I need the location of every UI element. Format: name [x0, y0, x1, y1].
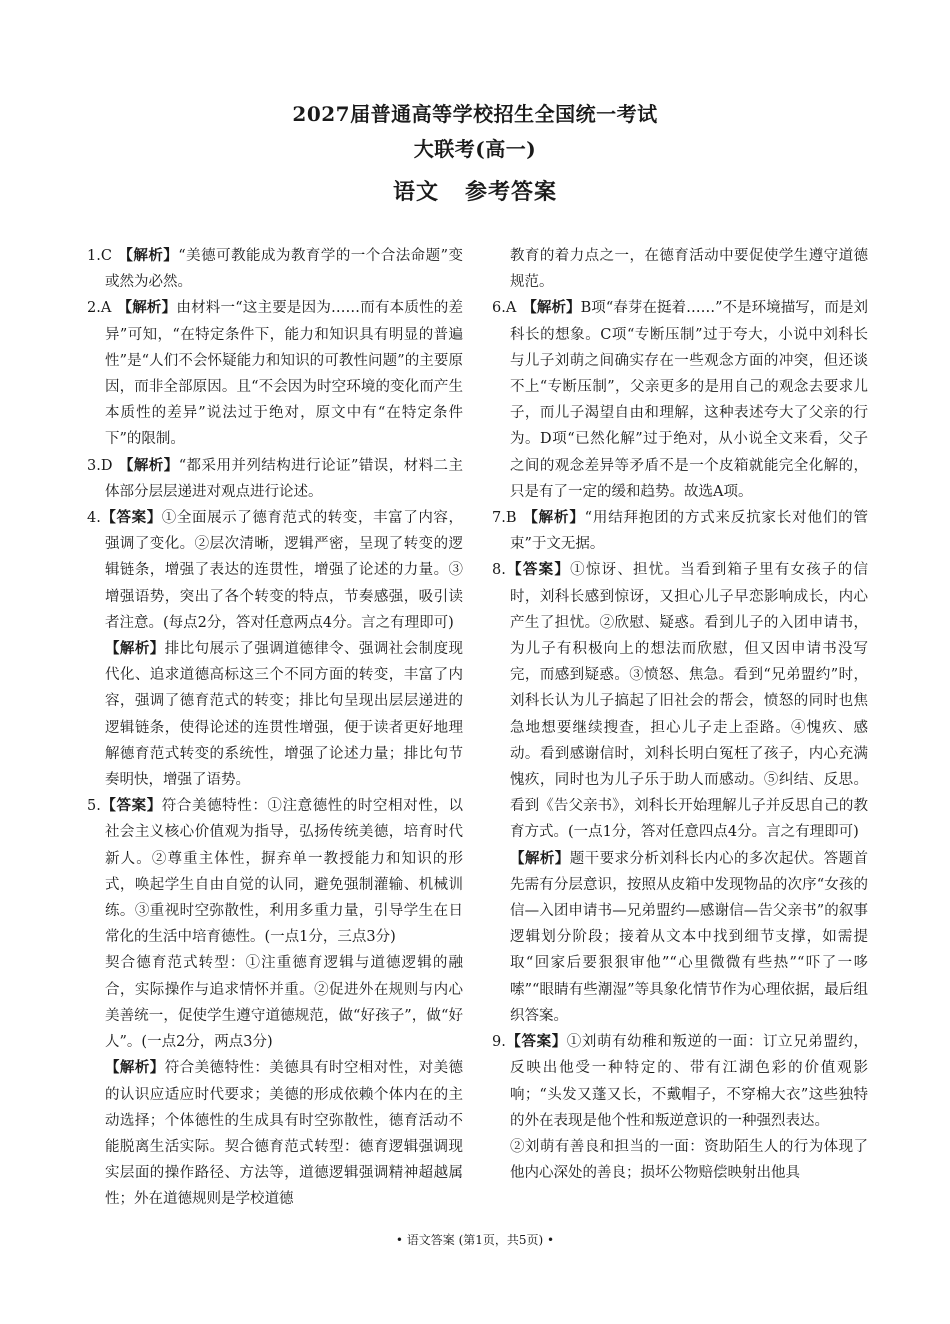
item-tag: 【解析】	[118, 456, 179, 474]
item-text: 题干要求分析刘科长内心的多次起伏。答题首先需有分层意识，按照从皮箱中发现物品的次序“女孩的信—入团申请书—兄弟盟约—感谢信—告父亲书”的叙事逻辑划分阶段；接着从文本中找到细节支撑，如需提取“回家后要狠狠审他”“心里微微有些热”“吓了一哆嗦”“眼睛有些潮湿”等具象化情节作为心理依据，最后组织答案。	[510, 850, 869, 1024]
item-text: “用结拜抱团的方式来反抗家长对他们的管束”于文无据。	[510, 510, 868, 553]
answer-item	[87, 793, 463, 950]
item-text: ①惊讶、担忧。当看到箱子里有女孩子的信时，刘科长感到惊讶，又担心儿子早恋影响成长，内心产生了担忧。②欣慰、疑惑。看到儿子的入团申请书，为儿子有积极向上的想法而欣慰，但又因申请书没写完，而感到疑惑。③愤怒、焦急。看到“兄弟盟约”时，刘科长认为儿子搞起了旧社会的帮会，愤怒的同时也焦急地想要继续搜查，担心儿子走上歪路。④愧疚、感动。看到感谢信时，刘科长明白冤枉了孩子，内心充满愧疚，同时也为儿子乐于助人而感动。⑤纠结、反思。看到《告父亲书》，刘科长开始理解儿子并反思自己的教育方式。(一点1分，答对任意四点4分。言之有理即可)	[510, 562, 869, 841]
answer-analysis	[87, 1055, 463, 1212]
item-tag: 【解析】	[510, 849, 570, 867]
document-heading	[0, 175, 950, 206]
item-text: “美德可教能成为教育学的一个合法命题”变或然为必然。	[105, 248, 463, 291]
answer-item	[492, 295, 868, 505]
item-number: 1.C	[87, 248, 112, 264]
answer-analysis	[87, 636, 463, 793]
doc-type-label: 参考答案	[465, 179, 558, 205]
answer-item	[492, 505, 868, 557]
answer-item	[87, 505, 463, 636]
exam-subtitle: 大联考(高一)	[413, 137, 537, 161]
answer-continuation	[492, 243, 868, 295]
item-tag: 【解析】	[522, 299, 581, 317]
item-tag: 【答案】	[505, 561, 571, 579]
item-text: ②刘萌有善良和担当的一面：资助陌生人的行为体现了他内心深处的善良；损坏公物赔偿映射出他具	[510, 1138, 868, 1182]
subject-label: 语文	[392, 179, 439, 205]
item-tag: 【解析】	[117, 247, 179, 264]
item-text: 教育的着力点之一，在德育活动中要促使学生遵守道德规范。	[510, 248, 868, 291]
answer-item	[87, 295, 463, 452]
item-number: 7.B	[492, 510, 517, 527]
item-tag: 【解析】	[522, 509, 585, 527]
right-column	[492, 243, 868, 1186]
item-text: 排比句展示了强调道德律令、强调社会制度现代化、追求道德高标这三个不同方面的转变，丰富了内容，强调了德育范式的转变；排比句呈现出层层递进的逻辑链条，使得论述的连贯性增强，便于读者更好地理解德育范式转变的系统性，增强了论述力量；排比句节奏明快，增强了语势。	[105, 641, 464, 789]
item-number: 4.	[87, 510, 101, 527]
item-number: 9.	[492, 1034, 506, 1051]
item-number: 6.A	[492, 300, 517, 317]
item-text: 由材料一“这主要是因为……而有本质性的差异”可知，“在特定条件下，能力和知识具有明显的普遍性”是“人们不会怀疑能力和知识的可教性问题”的主要原因，而非全部原因。且“不会因为时空环境的变化而产生本质性的差异”说法过于绝对，原文中有“在特定条件下”的限制。	[105, 300, 464, 448]
answer-item	[492, 557, 868, 845]
answer-item	[87, 243, 463, 295]
item-tag: 【答案】	[100, 797, 162, 815]
exam-title: 2027届普通高等学校招生全国统一考试	[292, 102, 658, 126]
item-text: B项“春芽在挺着……”不是环境描写，而是刘科长的想象。C项“专断压制”过于夸大，小说中刘科长与儿子刘萌之间确实存在一些观念方面的冲突，但还谈不上“专断压制”，父亲更多的是用自己的观念去要求儿子，而儿子渴望自由和理解，这种表述夸大了父亲的行为。D项“已然化解”过于绝对，从小说全文来看，父子之间的观念差异等矛盾不是一个皮箱就能完全化解的，只是有了一定的缓和趋势。故选A项。	[510, 300, 868, 500]
item-number: 3.D	[87, 457, 113, 474]
item-tag: 【答案】	[100, 509, 162, 527]
left-column	[87, 243, 463, 1213]
answer-analysis	[492, 846, 868, 1029]
item-text: “都采用并列结构进行论证”错误，材料二主体部分层层递进对观点进行论述。	[105, 457, 464, 500]
item-text: ①全面展示了德育范式的转变，丰富了内容，强调了变化。②层次清晰，逻辑严密，呈现了转变的逻辑链条，增强了表达的连贯性，增强了论述的力量。③增强语势，突出了各个转变的特点，节奏感强，吸引读者注意。(每点2分，答对任意两点4分。言之有理即可)	[105, 510, 464, 631]
item-number: 8.	[492, 562, 506, 579]
item-text: 符合美德特性：美德具有时空相对性，对美德的认识应适应时代要求；美德的形成依赖个体内在的主动选择；个体德性的生成具有时空弥散性，德育活动不能脱离生活实际。契合德育范式转型：德育逻辑强调现实层面的操作路径、方法等，道德逻辑强调精神超越属性；外在道德规则是学校道德	[105, 1060, 464, 1208]
answer-continuation	[492, 1134, 868, 1186]
page-footer: • 语文答案 (第1页，共5页) •	[395, 1233, 555, 1247]
item-tag: 【解析】	[105, 1059, 165, 1077]
item-text: 符合美德特性：①注意德性的时空相对性，以社会主义核心价值观为指导，弘扬传统美德，培育时代新人。②尊重主体性，摒弃单一教授能力和知识的形式，唤起学生自由自觉的认同，避免强制灌输、机械训练。③重视时空弥散性，利用多重力量，引导学生在日常化的生活中培育德性。(一点1分，三点3分)	[105, 798, 464, 946]
item-number: 2.A	[87, 300, 112, 317]
item-number: 5.	[87, 798, 101, 815]
answer-item	[87, 453, 463, 505]
answer-continuation	[87, 950, 463, 1055]
answer-item	[492, 1029, 868, 1134]
item-tag: 【解析】	[105, 640, 165, 658]
item-text: ①刘萌有幼稚和叛逆的一面：订立兄弟盟约，反映出他受一种特定的、带有江湖色彩的价值观影响；“头发又蓬又长，不戴帽子，不穿棉大衣”这些独特的外在表现是他个性和叛逆意识的一种强烈表达。	[510, 1034, 869, 1129]
item-text: 契合德育范式转型：①注重德育逻辑与道德逻辑的融合，实际操作与追求情怀并重。②促进外在规则与内心美善统一，促使学生遵守道德规范，做“好孩子”，做“好人”。(一点2分，两点3分)	[105, 955, 463, 1051]
item-tag: 【答案】	[505, 1033, 567, 1051]
item-tag: 【解析】	[117, 299, 177, 317]
